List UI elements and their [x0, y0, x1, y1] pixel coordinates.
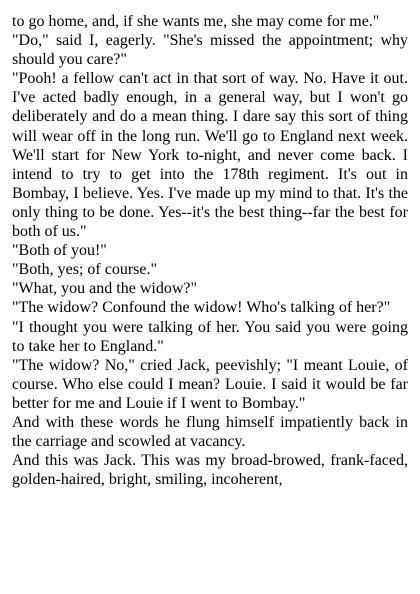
paragraph-6: "What, you and the widow?" — [12, 280, 198, 298]
page-text — [12, 12, 408, 489]
paragraph-3: "Pooh! a fellow can't act in that sort of way. No. Have it out. I've acted badly enough, in a general way, but I won't go deliberately and do a mean thing. I dare say this sort of thing will wear off in the long run. We'll go to England next week. We'll start for New York to-night, and never come back. I intend to try to get into the 178th regiment. It's out in Bombay, I believe. Yes. I've made up my mind to that. It's the only thing to be done. Yes--it's the best thing--far the best for both of us." — [12, 70, 408, 241]
paragraph-9: "The widow? No," cried Jack, peevishly; "I meant Louie, of course. Who else could I mean? Louie. I said it would be far better for me and Louie if I went to Bombay." — [12, 356, 408, 412]
paragraph-8: "I thought you were talking of her. You said you were going to take her to England." — [12, 318, 408, 355]
paragraph-7: "The widow? Confound the widow! Who's talking of her?" — [12, 299, 391, 317]
paragraph-10: And with these words he flung himself impatiently back in the carriage and scowled at vacancy. — [12, 413, 408, 451]
paragraph-2: "Do," said I, eagerly. "She's missed the appointment; why should you care?" — [12, 32, 408, 69]
paragraph-5: "Both, yes; of course." — [12, 261, 158, 279]
paragraph-1: to go home, and, if she wants me, she may come for me." — [12, 13, 380, 30]
paragraph-11: And this was Jack. This was my broad-browed, frank-faced, golden-haired, bright, smiling, incoherent, — [12, 452, 408, 489]
paragraph-4: "Both of you!" — [12, 242, 107, 260]
